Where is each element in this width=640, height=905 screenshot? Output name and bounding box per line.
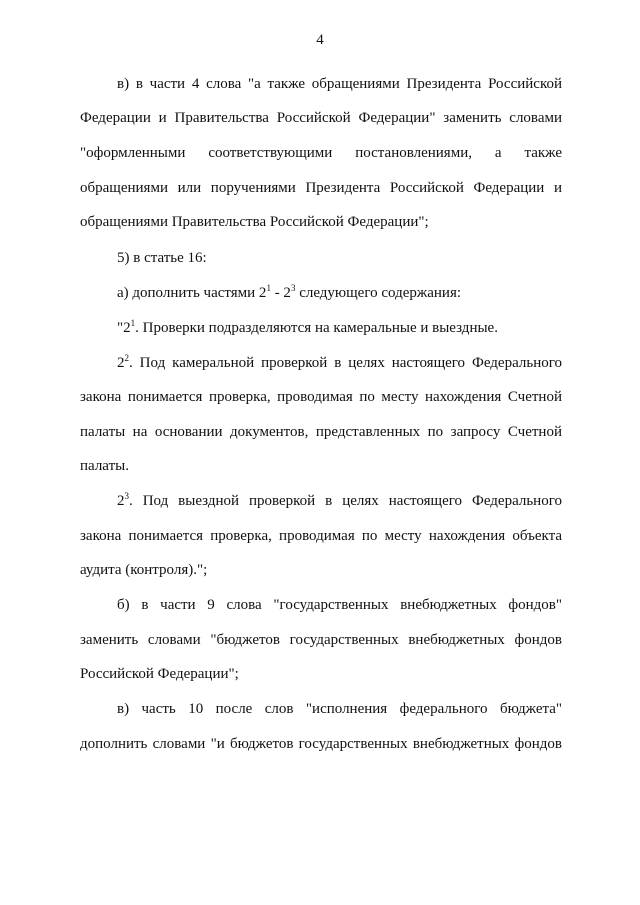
paragraph-line: [117, 318, 562, 338]
text-fragment: - 2: [270, 285, 291, 301]
paragraph-line: Федерации и Правительства Российской Федерации" заменить словами: [80, 110, 562, 126]
superscript: 3: [124, 491, 129, 501]
text-fragment: . Проверки подразделяются на камеральные и выездные.: [135, 320, 498, 336]
paragraph-line: обращениями Правительства Российской Федерации";: [80, 214, 429, 230]
paragraph-line: 5) в статье 16:: [117, 250, 207, 266]
page-number: 4: [316, 32, 324, 48]
text-fragment: следующего содержания:: [295, 285, 462, 301]
paragraph-line: обращениями или поручениями Президента Российской Федерации и: [80, 180, 562, 196]
paragraph-line: дополнить словами "и бюджетов государственных внебюджетных фондов: [80, 736, 562, 752]
paragraph-line: заменить словами "бюджетов государственных внебюджетных фондов: [80, 632, 562, 648]
paragraph-line: в) в части 4 слова "а также обращениями Президента Российской: [117, 76, 562, 92]
paragraph-line: б) в части 9 слова "государственных внебюджетных фондов": [117, 597, 562, 613]
superscript: 1: [266, 283, 271, 293]
text-fragment: . Под выездной проверкой в целях настоящего Федерального: [129, 493, 562, 509]
text-fragment: а) дополнить частями 2: [117, 285, 267, 301]
paragraph-line: аудита (контроля).";: [80, 562, 208, 578]
text-fragment: "2: [117, 320, 131, 336]
text-fragment: 2: [117, 355, 125, 371]
superscript: 1: [130, 318, 136, 328]
superscript: 2: [124, 353, 129, 363]
paragraph-line: [117, 353, 562, 373]
paragraph-line: [117, 491, 562, 511]
paragraph-line: закона понимается проверка, проводимая по месту нахождения Счетной: [80, 389, 562, 405]
paragraph-line: [117, 283, 562, 303]
text-fragment: . Под камеральной проверкой в целях настоящего Федерального: [129, 355, 562, 371]
paragraph-line: закона понимается проверка, проводимая по месту нахождения объекта: [80, 528, 562, 544]
text-fragment: 2: [117, 493, 125, 509]
paragraph-line: в) часть 10 после слов "исполнения федерального бюджета": [117, 701, 562, 717]
superscript: 3: [290, 283, 296, 293]
paragraph-line: палаты на основании документов, представленных по запросу Счетной: [80, 424, 562, 440]
paragraph-line: Российской Федерации";: [80, 666, 239, 682]
paragraph-line: "оформленными соответствующими постановлениями, а также: [80, 145, 562, 161]
paragraph-line: палаты.: [80, 458, 129, 474]
